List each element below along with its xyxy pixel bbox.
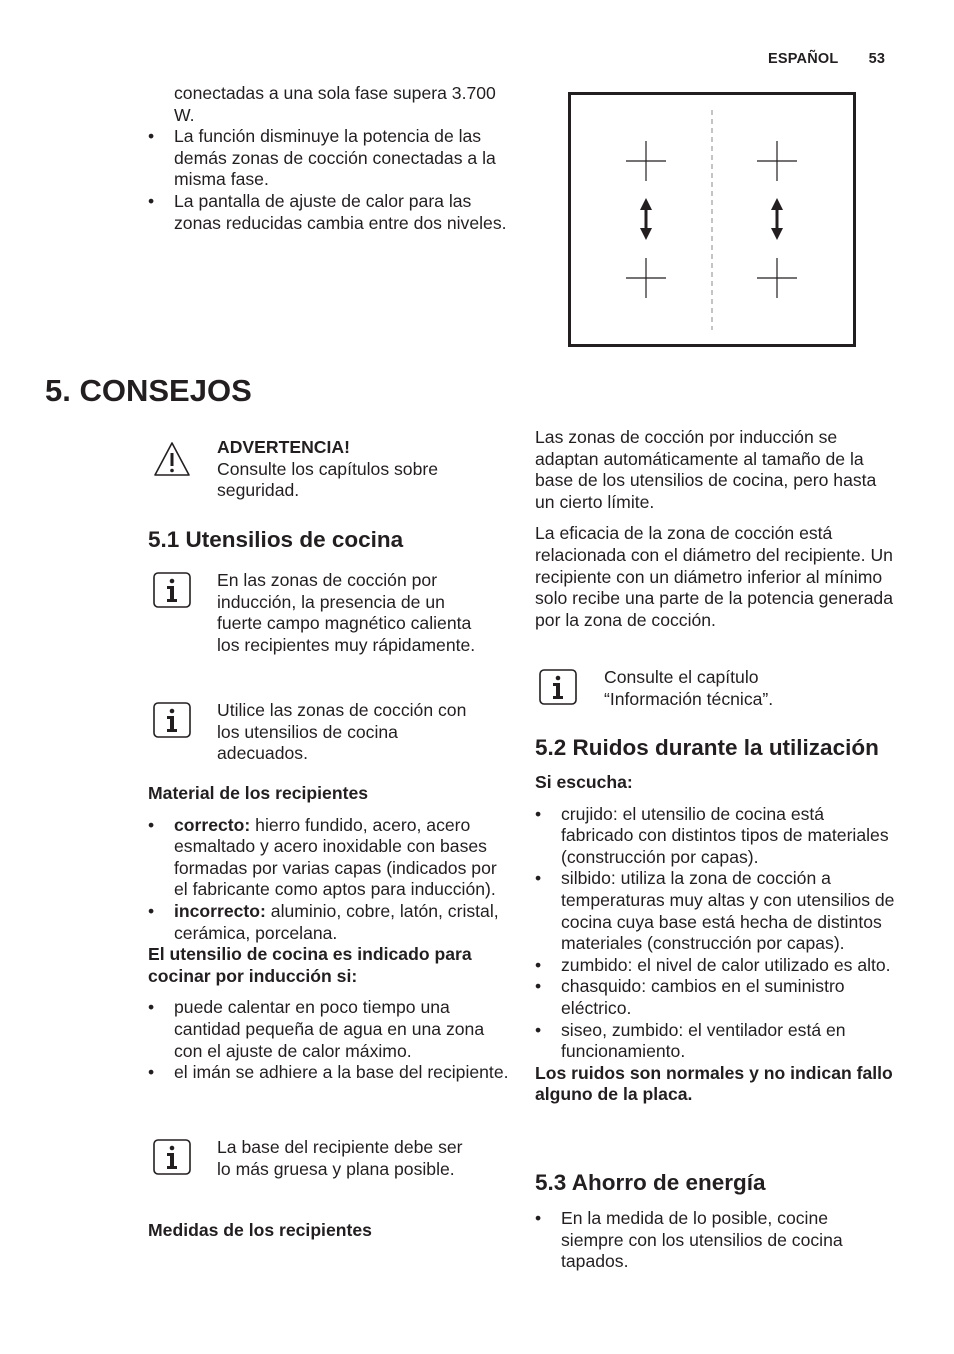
header-language: ESPAÑOL <box>768 51 839 67</box>
list-item: • silbido: utiliza la zona de cocción a temperaturas muy altas y con utensilios de cocina cuya base está hecha de distintos materiales (construcción por capas). <box>535 868 897 954</box>
noise-conclusion: Los ruidos son normales y no indican fallo alguno de la placa. <box>535 1062 893 1105</box>
section-title-text: CONSEJOS <box>79 373 252 408</box>
subsection-title-text: Ruidos durante la utilización <box>572 735 879 760</box>
measures-heading: Medidas de los recipientes <box>148 1220 372 1240</box>
indicated-heading: El utensilio de cocina es indicado para cocinar por inducción si: <box>148 944 472 986</box>
hob-zones-illustration <box>568 92 856 347</box>
info-icon <box>539 669 577 705</box>
right-column-intro <box>535 427 895 631</box>
continuation-text: conectadas a una sola fase supera 3.700 W. <box>174 83 496 125</box>
info-icon <box>153 1139 191 1175</box>
info-icon <box>153 572 191 608</box>
subsection-5-3-title <box>535 1170 766 1196</box>
list-item: • crujido: el utensilio de cocina está fabricado con distintos tipos de materiales (construcción por capas). <box>535 804 897 869</box>
list-item: • siseo, zumbido: el ventilador está en funcionamiento. <box>535 1020 897 1063</box>
list-item: • puede calentar en poco tiempo una cantidad pequeña de agua en una zona con el ajuste de calor máximo. <box>148 997 510 1062</box>
top-bullet-list <box>148 126 513 234</box>
item-label: correcto: <box>174 814 251 835</box>
warning-title: ADVERTENCIA! <box>217 437 350 457</box>
subsection-title-text: Ahorro de energía <box>571 1170 766 1195</box>
hob-zones-diagram <box>568 92 856 347</box>
list-item: • el imán se adhiere a la base del recipiente. <box>148 1062 510 1084</box>
subsection-title-text: Utensilios de cocina <box>185 527 404 552</box>
top-left-text <box>148 83 513 234</box>
right-paragraph-1: Las zonas de cocción por inducción se adaptan automáticamente al tamaño de la base de los utensilios de cocina, pero hasta un cierto límite. <box>535 427 877 512</box>
info-text-3: La base del recipiente debe ser lo más gruesa y plana posible. <box>217 1137 463 1179</box>
list-item: • zumbido: el nivel de calor utilizado es alto. <box>535 955 897 977</box>
info-text-2: Utilice las zonas de cocción con los utensilios de cocina adecuados. <box>217 700 467 764</box>
list-item: • En la medida de lo posible, cocine siempre con los utensilios de cocina tapados. <box>535 1208 880 1273</box>
right-paragraph-2: La eficacia de la zona de cocción está relacionada con el diámetro del recipiente. Un recipiente con un diámetro inferior al mínimo solo recibe una parte de la potencia generada por la zona de cocción. <box>535 523 894 630</box>
warning-block <box>217 437 507 502</box>
energy-list <box>535 1208 880 1273</box>
subsection-number: 5.3 <box>535 1170 567 1195</box>
section-title <box>45 373 252 409</box>
list-item: • chasquido: cambios en el suministro eléctrico. <box>535 976 897 1019</box>
right-info-text: Consulte el capítulo “Información técnica”. <box>604 667 774 709</box>
noise-subheading: Si escucha: <box>535 772 633 792</box>
info-text-1: En las zonas de cocción por inducción, la presencia de un fuerte campo magnético calienta los recipientes muy rápidamente. <box>217 570 476 655</box>
header-page-number: 53 <box>868 51 886 67</box>
subsection-5-2-title <box>535 735 879 761</box>
material-heading: Material de los recipientes <box>148 783 369 803</box>
item-text: aluminio, cobre, latón, cristal, cerámica, porcelana. <box>174 900 499 943</box>
list-item: • La pantalla de ajuste de calor para las zonas reducidas cambia entre dos niveles. <box>148 191 513 234</box>
warning-text: Consulte los capítulos sobre seguridad. <box>217 458 439 501</box>
material-block <box>148 783 510 1084</box>
item-label: incorrecto: <box>174 900 266 921</box>
subsection-number: 5.2 <box>535 735 567 760</box>
indicated-list <box>148 997 510 1083</box>
warning-triangle-icon <box>153 441 191 477</box>
noise-list <box>535 804 897 1063</box>
item-text: hierro fundido, acero, acero esmaltado y acero inoxidable con bases formadas por varias capas (indicados por el fabricante como aptos para inducción). <box>174 814 497 900</box>
list-item: • La función disminuye la potencia de las demás zonas de cocción conectadas a la misma fase. <box>148 126 513 191</box>
subsection-number: 5.1 <box>148 527 180 552</box>
noise-block <box>535 772 897 1106</box>
section-number: 5. <box>45 373 71 408</box>
info-icon <box>153 702 191 738</box>
list-item <box>148 815 510 901</box>
page-header <box>768 51 885 67</box>
list-item <box>148 901 510 944</box>
subsection-5-1-title <box>148 527 403 553</box>
material-list <box>148 815 510 945</box>
